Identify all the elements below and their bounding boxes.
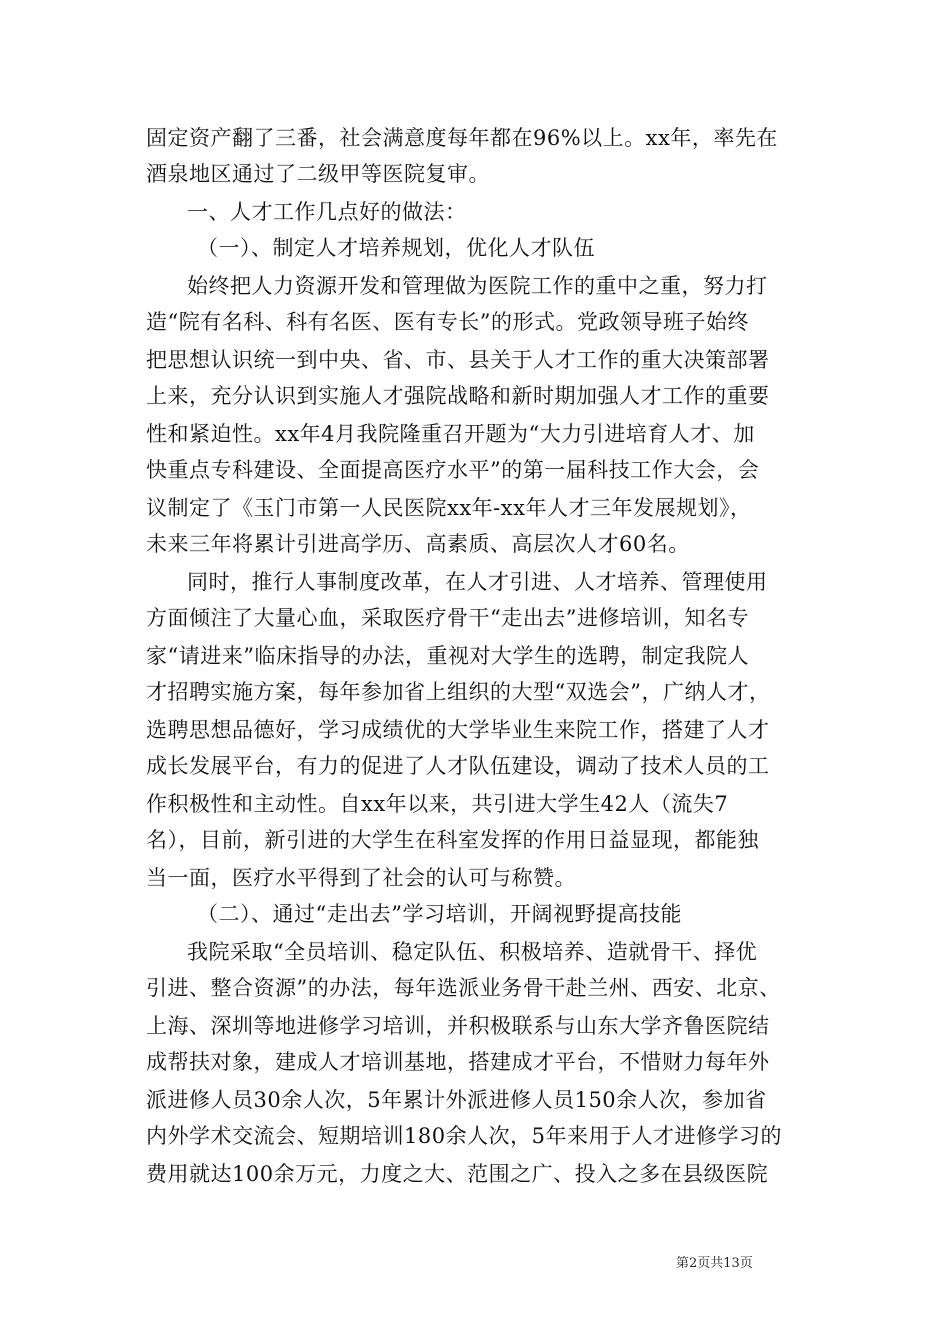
text-line: 性和紧迫性。xx年4月我院隆重召开题为“大力引进培育人才、加 <box>146 422 755 446</box>
text-line: 始终把人力资源开发和管理做为医院工作的重中之重，努力打 <box>187 274 768 298</box>
text-line: 快重点专科建设、全面提高医疗水平”的第一届科技工作大会，会 <box>146 458 760 482</box>
text-line: 固定资产翻了三番，社会满意度每年都在96%以上。xx年，率先在 <box>146 126 778 150</box>
subsection-heading: （一）、制定人才培养规划，优化人才队伍 <box>197 236 595 260</box>
text-line: 作积极性和主动性。自xx年以来，共引进大学生42人（流失7 <box>146 792 729 816</box>
text-line: 当一面，医疗水平得到了社会的认可与称赞。 <box>146 866 576 890</box>
text-line: 派进修人员30余人次，5年累计外派进修人员150余人次，参加省 <box>146 1088 767 1112</box>
text-line: 议制定了《玉门市第一人民医院xx年-xx年人才三年发展规划》， <box>146 496 752 520</box>
text-line: 名），目前，新引进的大学生在科室发挥的作用日益显现，都能独 <box>146 828 759 852</box>
text-line: 成帮扶对象，建成人才培训基地，搭建成才平台，不惜财力每年外 <box>146 1050 770 1074</box>
text-line: 选聘思想品德好，学习成绩优的大学毕业生来院工作，搭建了人才 <box>146 718 770 742</box>
text-line: 内外学术交流会、短期培训180余人次，5年来用于人才进修学习的 <box>146 1124 782 1148</box>
text-line: 引进、整合资源”的办法，每年选派业务骨干赴兰州、西安、北京、 <box>146 976 781 1000</box>
text-line: 方面倾注了大量心血，采取医疗骨干“走出去”进修培训，知名专 <box>146 606 749 630</box>
text-line: 才招聘实施方案，每年参加省上组织的大型“双选会”，广纳人才， <box>146 680 771 704</box>
text-line: 上来，充分认识到实施人才强院战略和新时期加强人才工作的重要 <box>146 384 770 408</box>
subsection-heading: （二）、通过“走出去”学习培训，开阔视野提高技能 <box>197 902 682 926</box>
text-line: 同时，推行人事制度改革，在人才引进、人才培养、管理使用 <box>187 570 768 594</box>
text-line: 费用就达100余万元，力度之大、范围之广、投入之多在县级医院 <box>146 1162 769 1186</box>
text-line: 造“院有名科、科有名医、医有专长”的形式。党政领导班子始终 <box>146 310 749 334</box>
text-line: 我院采取“全员培训、稳定队伍、积极培养、造就骨干、择优 <box>187 940 758 964</box>
text-line: 未来三年将累计引进高学历、高素质、高层次人才60名。 <box>146 532 690 556</box>
page-number: 第2页共13页 <box>676 1256 753 1271</box>
text-line: 酒泉地区通过了二级甲等医院复审。 <box>146 162 490 186</box>
text-line: 把思想认识统一到中央、省、市、县关于人才工作的重大决策部署 <box>146 348 770 372</box>
section-heading: 一、人才工作几点好的做法： <box>187 200 467 224</box>
text-line: 成长发展平台，有力的促进了人才队伍建设，调动了技术人员的工 <box>146 754 770 778</box>
text-line: 上海、深圳等地进修学习培训，并积极联系与山东大学齐鲁医院结 <box>146 1014 770 1038</box>
text-line: 家“请进来”临床指导的办法，重视对大学生的选聘，制定我院人 <box>146 644 749 668</box>
